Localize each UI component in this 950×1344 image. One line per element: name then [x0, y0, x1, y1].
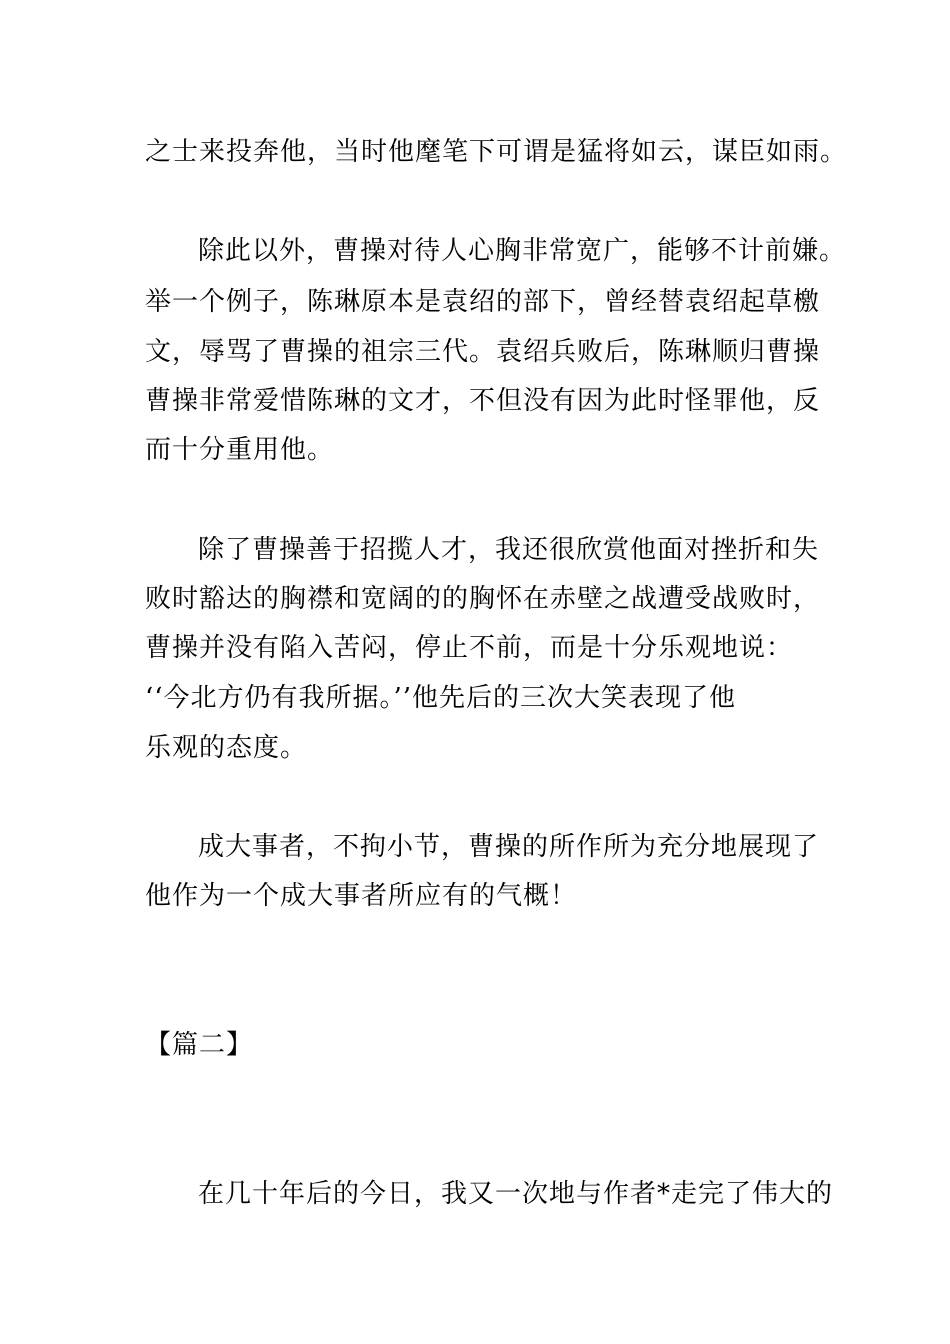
paragraph-3-line-2: 败时豁达的胸襟和宽阔的的胸怀在赤壁之战遭受战败时， [145, 584, 821, 614]
paragraph-1-line-1: 之士来投奔他，当时他麾笔下可谓是猛将如云，谋臣如雨。 [145, 137, 848, 167]
section-heading: 【篇二】 [145, 1030, 254, 1060]
paragraph-2-line-1: 除此以外，曹操对待人心胸非常宽广，能够不计前嫌。 [198, 236, 847, 266]
paragraph-2-line-4: 曹操非常爱惜陈琳的文才，不但没有因为此时怪罪他，反 [145, 386, 821, 416]
paragraph-2-line-5: 而十分重用他。 [145, 435, 335, 465]
paragraph-5-line-1: 在几十年后的今日，我又一次地与作者*走完了伟大的 [198, 1179, 834, 1209]
paragraph-3-line-4: ‘‘今北方仍有我所据。’’他先后的三次大笑表现了他 [145, 683, 737, 713]
paragraph-4-line-1: 成大事者，不拘小节，曹操的所作所为充分地展现了 [198, 832, 820, 862]
paragraph-2-line-2: 举一个例子，陈琳原本是袁绍的部下，曾经替袁绍起草檄 [145, 287, 821, 317]
paragraph-2-line-3: 文，辱骂了曹操的祖宗三代。袁绍兵败后，陈琳顺归曹操 [145, 337, 821, 367]
paragraph-3-line-1: 除了曹操善于招揽人才，我还很欣赏他面对挫折和失 [198, 535, 820, 565]
paragraph-4-line-2: 他作为一个成大事者所应有的气概！ [145, 881, 578, 911]
paragraph-3-line-5: 乐观的态度。 [145, 733, 308, 763]
paragraph-3-line-3: 曹操并没有陷入苦闷，停止不前，而是十分乐观地说： [145, 633, 794, 663]
